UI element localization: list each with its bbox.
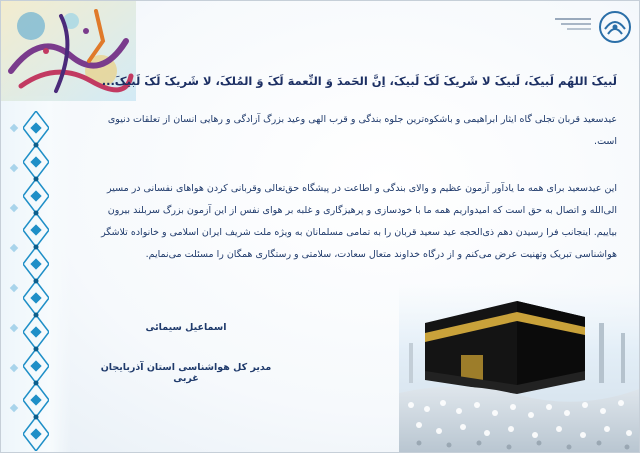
tile-border-ornament-icon — [7, 121, 21, 441]
islamic-tile-ornament-icon — [23, 111, 49, 451]
talbiyah-text: لَبیکَ اللهُم لَبیکَ، لَبیکَ لا شَریکَ لَکَ لَبیکَ، اِنَّ الحَمدَ وَ النِّعمهَ لَکَ وَ المُلکَ، لا شَریکَ لَکَ لَبیکَ... — [101, 74, 617, 88]
paragraph-1: عیدسعید قربان تجلی گاه ایثار ابراهیمی و باشکوه‌ترین جلوه بندگی و قرب الهی وعید بزرگ آزادگی و رهایی انسان از تعلقات دنیوی است. — [107, 114, 617, 147]
organization-name-mark — [553, 13, 593, 33]
signature-title: مدیر کل هواشناسی استان آذربایجان غربی — [100, 362, 272, 384]
paragraph-2: این عیدسعید برای همه ما یادآور آزمون عظیم و والای بندگی و اطاعت در پیشگاه حق‌تعالی وقربانی کردن هواهای نفسانی در مسیر الی‌الله و اتصال به حق است که امیدواریم همه ما با خودسازی و پرهیزگاری و غلبه بر هوای نفس از این آزمون بزرگ سربلند بیرون بیاییم. اینجانب فرا رسیدن دهم ذی‌الحجه عید سعید قربان را به تمامی مسلمانان به ویژه ملت شریف ایران اسلامی و خانواده تلاشگر هواشناسی تبریک وتهنیت عرض می‌کنم و از درگاه خداوند متعال سعادت، سلامتی و رستگاری همگان را مسئلت می‌نمایم. — [101, 183, 617, 260]
kaaba-photo — [399, 283, 639, 452]
meteorology-logo-icon — [597, 7, 633, 47]
signature-name: اسماعیل سیمائی — [145, 322, 227, 333]
